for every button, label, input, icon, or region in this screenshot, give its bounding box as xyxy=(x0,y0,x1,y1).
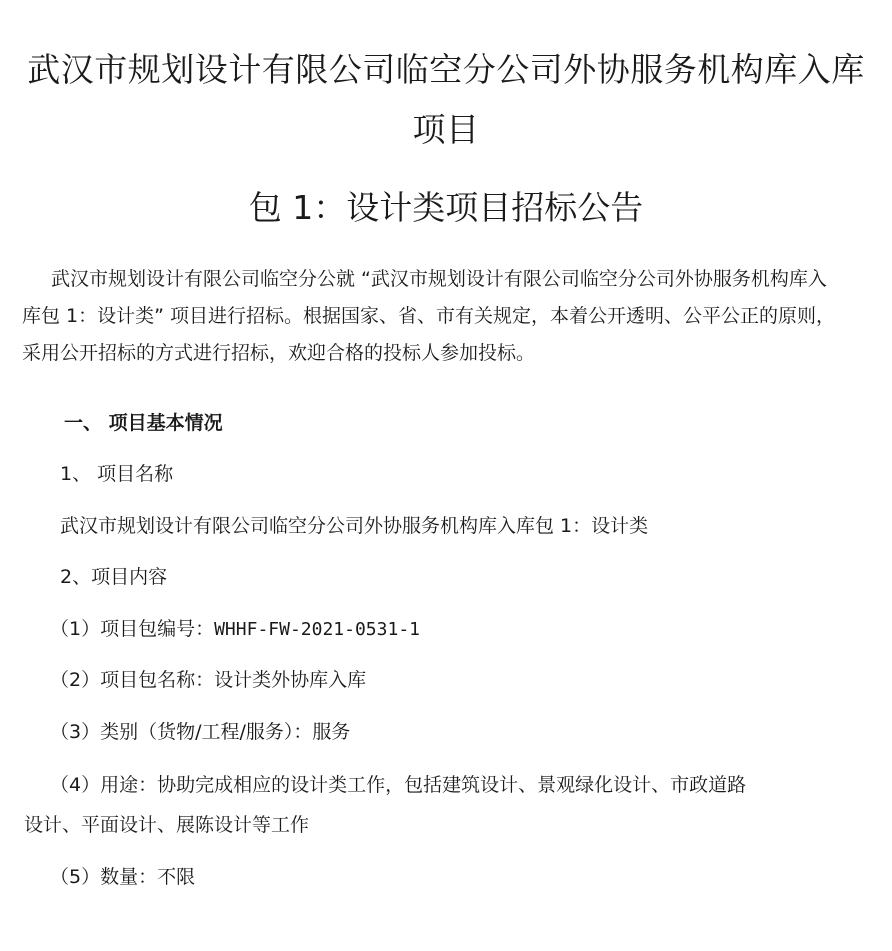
intro-line-1: 武汉市规划设计有限公司临空分公就 “武汉市规划设计有限公司临空分公司外协服务机构库入 xyxy=(51,268,827,290)
usage-line-2: 设计、平面设计、展陈设计等工作 xyxy=(24,814,310,836)
detail-category: （3）类别（货物/工程/服务）：服务 xyxy=(50,721,351,743)
intro-line-2: 库包 1：设计类” 项目进行招标。根据国家、省、市有关规定，本着公开透明、公平公正的原则， xyxy=(22,305,836,327)
package-code-label: （1）项目包编号： xyxy=(50,618,215,640)
item-project-name-value: 武汉市规划设计有限公司临空分公司外协服务机构库入库包 1：设计类 xyxy=(60,515,649,537)
title-line-2: 项目 xyxy=(412,110,480,149)
intro-line-3: 采用公开招标的方式进行招标，欢迎合格的投标人参加投标。 xyxy=(22,342,536,364)
section-heading: 一、 项目基本情况 xyxy=(64,412,223,434)
package-code-value: WHHF-FW-2021-0531-1 xyxy=(214,619,420,640)
intro-paragraph xyxy=(22,261,872,372)
document-subtitle: 包 1：设计类项目招标公告 xyxy=(248,188,644,227)
detail-package-code xyxy=(50,614,420,645)
usage-line-1 xyxy=(18,765,874,805)
title-line-1: 武汉市规划设计有限公司临空分公司外协服务机构库入库 xyxy=(27,50,865,89)
detail-quantity: （5）数量：不限 xyxy=(50,866,196,888)
usage-label: （4）用途： xyxy=(50,774,158,796)
document-title xyxy=(0,40,892,160)
detail-usage xyxy=(24,765,874,845)
item-project-content-label: 2、项目内容 xyxy=(60,566,168,588)
detail-package-name: （2）项目包名称：设计类外协库入库 xyxy=(50,669,367,691)
usage-text-1: 协助完成相应的设计类工作，包括建筑设计、景观绿化设计、市政道路 xyxy=(157,774,747,796)
item-project-name-label: 1、 项目名称 xyxy=(60,463,174,485)
